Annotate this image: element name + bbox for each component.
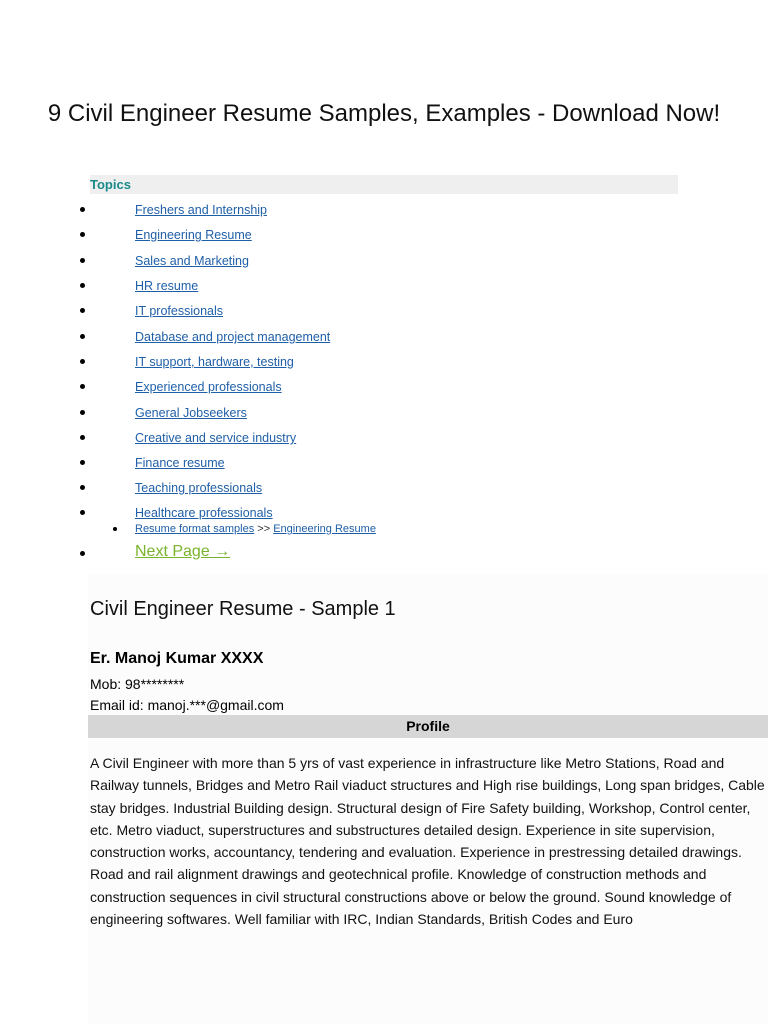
- topic-link-it-professionals[interactable]: IT professionals: [135, 304, 224, 318]
- bullet-icon: [80, 510, 85, 515]
- candidate-email: Email id: manoj.***@gmail.com: [90, 697, 284, 713]
- breadcrumb-parent-link[interactable]: Resume format samples: [135, 523, 255, 535]
- bullet-icon: [80, 410, 85, 415]
- topic-link-sales[interactable]: Sales and Marketing: [135, 254, 249, 268]
- sample-title: Civil Engineer Resume - Sample 1: [90, 598, 396, 620]
- bullet-icon: [80, 384, 85, 389]
- breadcrumb-current-link[interactable]: Engineering Resume: [273, 523, 376, 535]
- bullet-icon: [80, 207, 85, 212]
- topic-link-teaching[interactable]: Teaching professionals: [135, 481, 263, 495]
- bullet-icon: [80, 258, 85, 263]
- next-page-link[interactable]: Next Page →: [135, 543, 231, 560]
- bullet-icon: [80, 359, 85, 364]
- candidate-name: Er. Manoj Kumar XXXX: [90, 650, 264, 667]
- breadcrumb-separator: >>: [257, 523, 271, 535]
- bullet-icon: [80, 232, 85, 237]
- bullet-icon: [80, 435, 85, 440]
- topic-link-engineering[interactable]: Engineering Resume: [135, 228, 252, 242]
- topic-link-general[interactable]: General Jobseekers: [135, 406, 247, 420]
- bullet-icon: [80, 551, 85, 556]
- topic-link-creative[interactable]: Creative and service industry: [135, 431, 297, 445]
- candidate-mobile: Mob: 98********: [90, 676, 185, 692]
- page-title: 9 Civil Engineer Resume Samples, Examples - Download Now!: [47, 100, 721, 127]
- topic-link-healthcare[interactable]: Healthcare professionals: [135, 506, 273, 520]
- topic-link-hr[interactable]: HR resume: [135, 279, 199, 293]
- topics-header: Topics: [90, 175, 678, 194]
- bullet-icon: [80, 283, 85, 288]
- bullet-icon: [113, 527, 117, 531]
- bullet-icon: [80, 485, 85, 490]
- bullet-icon: [80, 334, 85, 339]
- resume-sample: [88, 574, 768, 1024]
- topic-link-finance[interactable]: Finance resume: [135, 456, 225, 470]
- topic-link-database[interactable]: Database and project management: [135, 330, 331, 344]
- next-page-item: [0, 543, 768, 565]
- topic-link-experienced[interactable]: Experienced professionals: [135, 380, 282, 394]
- bullet-icon: [80, 308, 85, 313]
- profile-summary: A Civil Engineer with more than 5 yrs of vast experience in infrastructure like Metro Stations, Road and Railway tunnels, Bridges and Metro Rail viaduct structures and High rise buildings, Long span bridges, Cable stay bridges. Industrial Building design. Structural design of Fire Safety building, Workshop, Control center, etc. Metro viaduct, superstructures and substructures detailed design. Experience in site supervision, construction works, accountancy, tendering and evaluation. Experience in prestressing detailed drawings. Road and rail alignment drawings and geotechnical profile. Knowledge of construction methods and construction sequences in civil structural constructions above or below the ground. Sound knowledge of engineering softwares. Well familiar with IRC, Indian Standards, British Codes and Euro: [90, 755, 765, 928]
- topic-link-freshers[interactable]: Freshers and Internship: [135, 203, 268, 217]
- profile-heading: Profile: [88, 715, 768, 738]
- bullet-icon: [80, 460, 85, 465]
- topic-link-it-support[interactable]: IT support, hardware, testing: [135, 355, 294, 369]
